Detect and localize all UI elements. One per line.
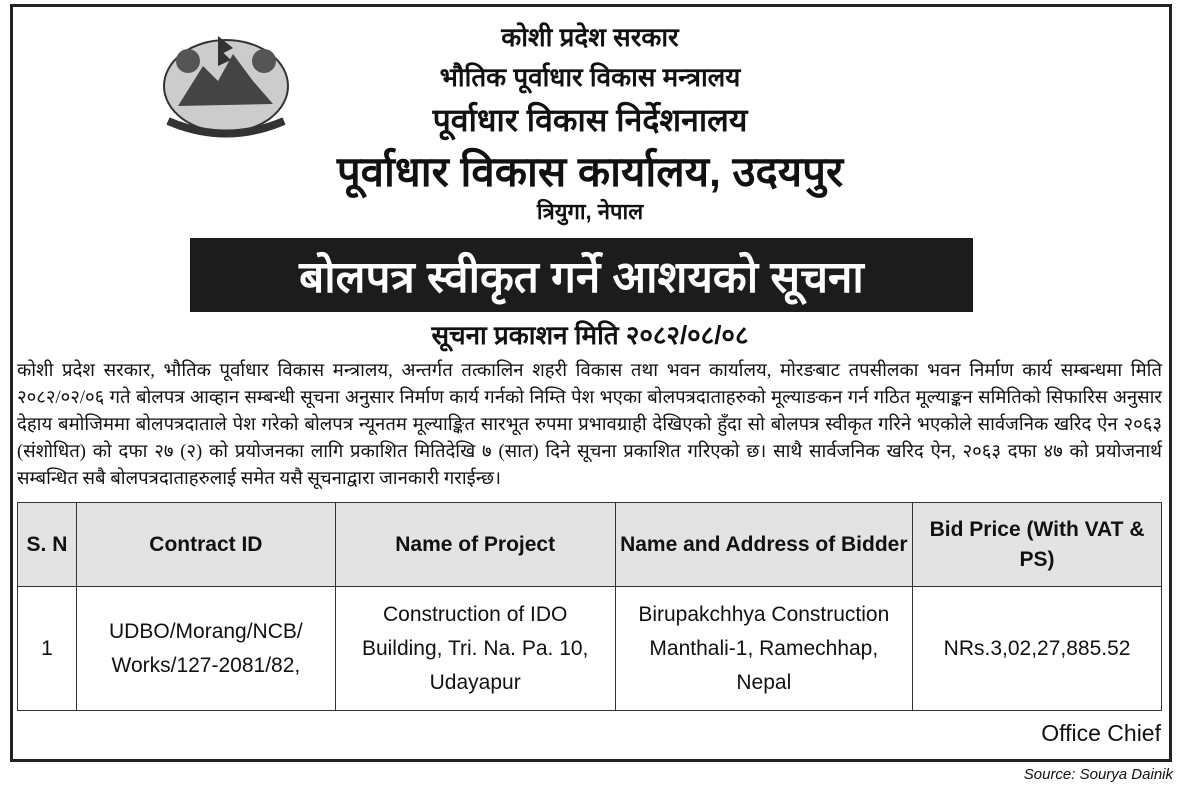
header-sn: S. N <box>18 503 77 587</box>
header-line-location: त्रियुगा, नेपाल <box>536 199 644 224</box>
notice-body: कोशी प्रदेश सरकार, भौतिक पूर्वाधार विकास मन्त्रालय, अन्तर्गत तत्कालिन शहरी विकास तथा भवन कार्यालय, मोरङबाट तपसीलका भवन निर्माण कार्य सम्बन्धमा मिति २०८२/०२/०६ गते बोलपत्र आव्हान सम्बन्धी सूचना अनुसार निर्माण कार्य गर्नको निम्ति पेश भएका बोलपत्रदाताहरुको मूल्याङकन गर्न गठित मूल्याङ्कन समितिको सिफारिस अनुसार देहाय बमोजिममा बोलपत्रदाताले पेश गरेको बोलपत्र न्यूनतम मूल्याङ्कित सारभूत रुपमा प्रभावग्राही देखिएको हुँदा सो बोलपत्र स्वीकृत गरिने भएकोले सार्वजनिक खरिद ऐन २०६३ (संशोधित) को दफा २७ (२) को प्रयोजनका लागि प्रकाशित मितिदेखि ७ (सात) दिने सूचना प्रकाशित गरिएको छ। साथै सार्वजनिक खरिद ऐन, २०६३ दफा ४७ को प्रयोजनार्थ सम्बन्धित सबै बोलपत्रदाताहरुलाई समेत यसै सूचनाद्वारा जानकारी गराईन्छ। <box>17 361 1162 489</box>
source-credit: Source: Sourya Dainik <box>1023 766 1173 783</box>
cell-project: Construction of IDO Building, Tri. Na. Pa. 10, Udayapur <box>335 587 615 711</box>
header-line-ministry: भौतिक पूर्वाधार विकास मन्त्रालय <box>439 62 741 92</box>
cell-sn: 1 <box>18 587 77 711</box>
bid-table <box>17 502 1162 711</box>
cell-bid-price: NRs.3,02,27,885.52 <box>913 587 1162 711</box>
cell-bidder: Birupakchhya Construction Manthali-1, Ramechhap, Nepal <box>615 587 913 711</box>
table-header-row <box>18 503 1162 587</box>
header-contract-id: Contract ID <box>76 503 335 587</box>
cell-contract-id: UDBO/Morang/NCB/ Works/127-2081/82, <box>76 587 335 711</box>
publish-date: सूचना प्रकाशन मिति २०८२/०८/०८ <box>431 320 749 350</box>
header-line-province: कोशी प्रदेश सरकार <box>501 22 679 52</box>
nepal-emblem-logo <box>158 26 294 138</box>
notice-title-banner <box>190 238 973 312</box>
header-bidder: Name and Address of Bidder <box>615 503 913 587</box>
signature-office-chief: Office Chief <box>1041 720 1161 746</box>
header-line-office: पूर्वाधार विकास कार्यालय, उदयपुर <box>336 148 844 195</box>
notice-title: बोलपत्र स्वीकृत गर्ने आशयको सूचना <box>299 253 864 302</box>
header-project: Name of Project <box>335 503 615 587</box>
header-bid-price: Bid Price (With VAT & PS) <box>913 503 1162 587</box>
table-row <box>18 587 1162 711</box>
header-line-directorate: पूर्वाधार विकास निर्देशनालय <box>432 102 748 138</box>
